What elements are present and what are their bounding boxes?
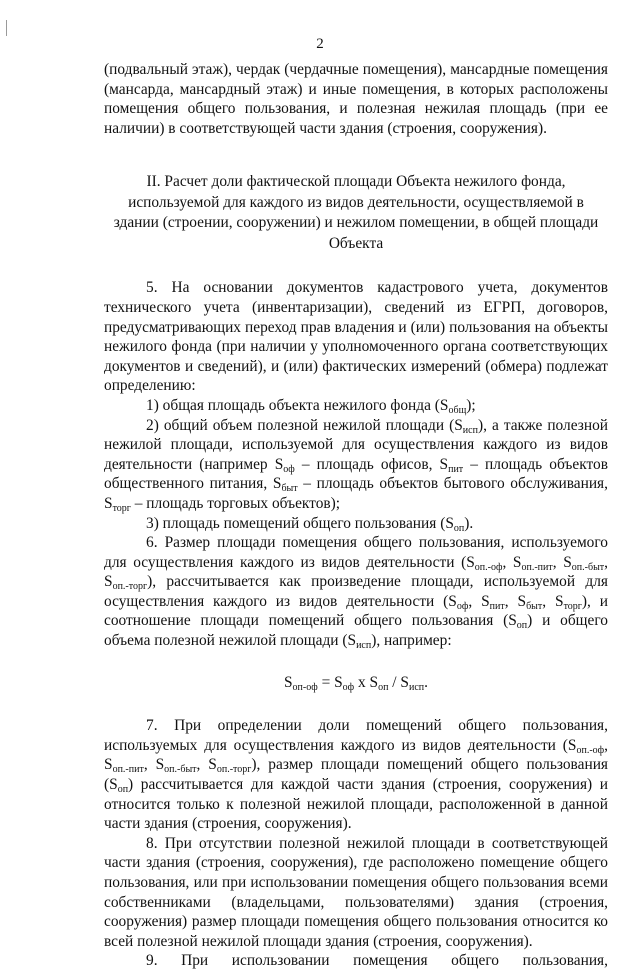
paragraph-6: 6. Размер площади помещения общего пользования, используемого для осуществления каждого из видов деятельности ($S_{оп.-оф}$, $S_{оп.-пит}$, $S_{оп.-быт}$, $S_{оп.-торг}$), рассчитывается как произведение площади, используемой для осуществления каждого из видов деятельности ($S_{оф}$, $S_{пит}$, $S_{быт}$, $S_{торг}$), и соотношение площади помещений общего пользования $(S_{оп})$ и общего объема полезной нежилой площади $(S_{исп})$, например: bbox=[104, 534, 609, 652]
paragraph-7: 7. При определении доли помещений общего пользования, используемых для осуществления каждого из видов деятельности ($S_{оп.-оф}$, $S_{оп.-пит}$, $S_{оп.-быт}$, $S_{оп.-торг}$), размер площади помещений общего пользования $(S_{оп})$ рассчитывается для каждой части здания (строения, сооружения) и относится только к полезной нежилой площади, расположенной в данной части здания (строения, сооружения). bbox=[104, 717, 609, 833]
p9-word: общего bbox=[451, 952, 499, 970]
p9-word: помещения bbox=[353, 952, 428, 970]
paragraph-5: 5. На основании документов кадастрового учета, документов технического учета (инвентаризации), сведений из ЕГРП, договоров, предусматривающих переход прав владения и (или) пользования на объекты нежилого фонда (при наличии у уполномоченного органа соответствующих документов и сведений), и (или) фактических измерений (обмера) подлежат определению: bbox=[104, 279, 608, 395]
list-item-2: 2) общий объем полезной нежилой площади $(S_{исп})$, а также полезной нежилой площади, используемой для осуществления каждого из видов деятельности (например $S_{оф}$ – площадь офисов, $S_{пит}$ – площадь объектов общественного питания, $S_{быт}$ – площадь объектов бытового обслуживания, $S_{торг}$ – площадь торговых объектов); bbox=[104, 416, 609, 514]
p9-word: При bbox=[181, 952, 209, 970]
section-heading: II. Расчет доли фактической площади Объекта нежилого фонда, используемой для каждого из видов деятельности, осуществляемой в здании (строении, сооружении) и нежилом помещении, в общей площади Объекта bbox=[113, 173, 599, 252]
page-number: 2 bbox=[316, 36, 324, 52]
p9-word: использовании bbox=[231, 952, 330, 970]
p9-word: пользования, bbox=[522, 952, 608, 970]
paragraph-8: 8. При отсутствии полезной нежилой площади в соответствующей части здания (строения, сооружения), где расположено помещение общего пользования, или при использовании помещения общего пользования всеми собственниками (владельцами, пользователями) здания (строения, сооружения) размер площади помещения общего пользования относится ко всей полезной нежилой площади здания (строения, сооружения). bbox=[104, 834, 608, 950]
formula: $S_{оп-оф} = S_{оф}$ x $S_{оп} / S_{исп}$. bbox=[283, 673, 428, 693]
p9-word: 9. bbox=[146, 952, 158, 970]
paragraph-9-start bbox=[104, 951, 608, 971]
scan-edge-mark bbox=[6, 20, 7, 36]
continuation-paragraph: (подвальный этаж), чердак (чердачные помещения), мансардные помещения (мансарда, мансардный этаж) и иные помещения, в которых расположены помещения общего пользования, и полезная нежилая площадь (при ее наличии) в соответствующей части здания (строения, сооружения). bbox=[104, 61, 608, 137]
document-body bbox=[104, 60, 608, 971]
list-item-3: 3) площадь помещений общего пользования $(S_{оп})$. bbox=[146, 514, 474, 534]
list-item-1: 1) общая площадь объекта нежилого фонда $(S_{общ})$; bbox=[146, 396, 476, 416]
